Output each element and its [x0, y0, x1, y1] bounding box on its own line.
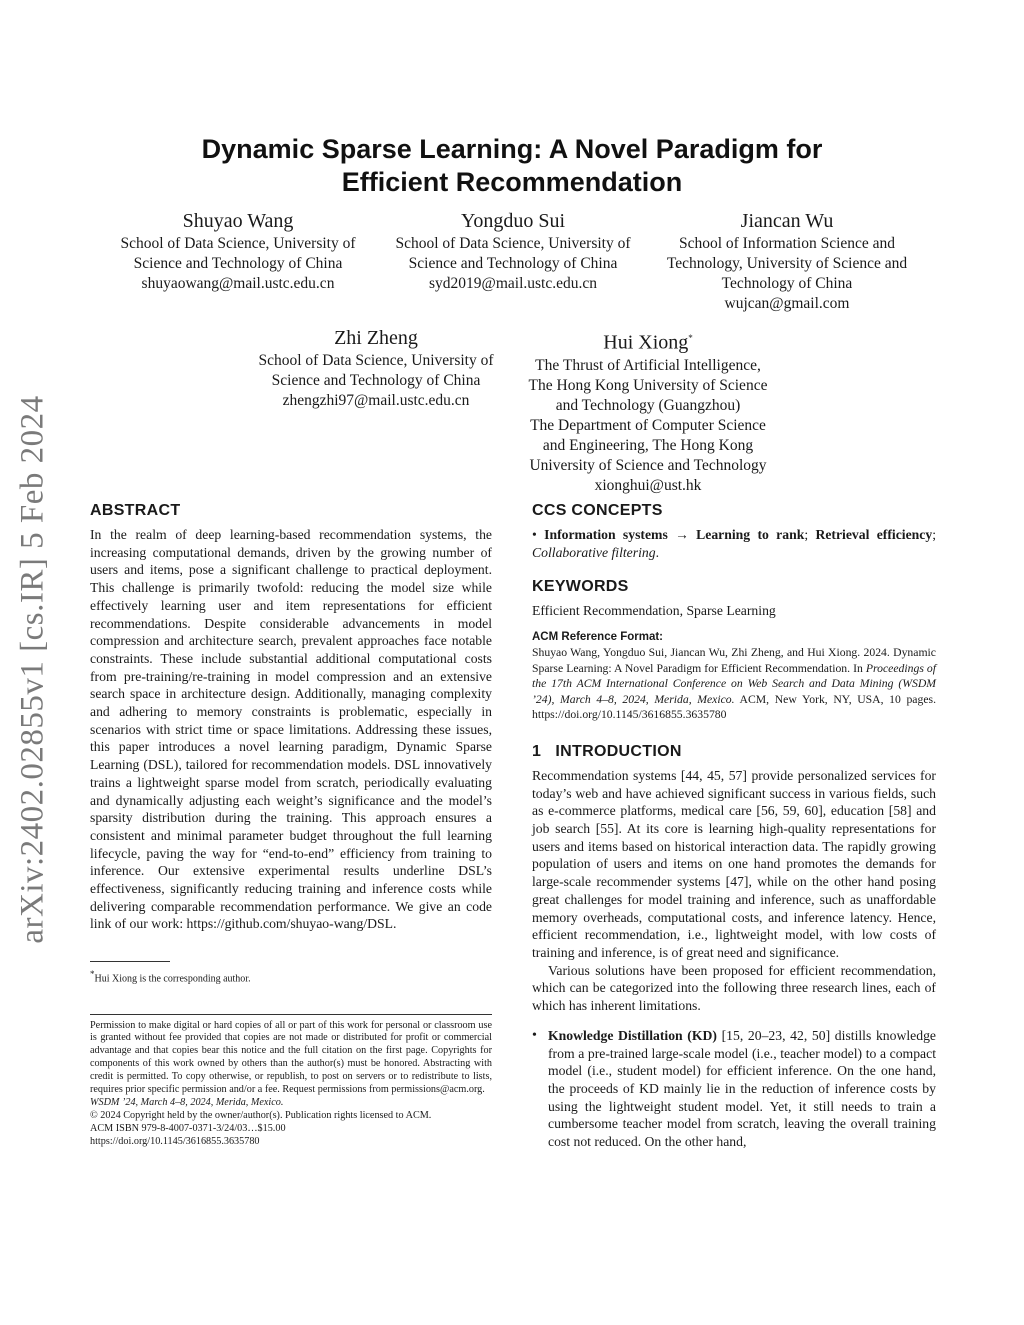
author-affiliation: Science and Technology of China [133, 255, 343, 272]
author-affiliation: The Hong Kong University of Science [528, 376, 768, 394]
venue-line: WSDM ’24, March 4–8, 2024, Merida, Mexico. [90, 1096, 284, 1108]
left-column [90, 500, 492, 1149]
keywords-heading: KEYWORDS [532, 578, 629, 595]
author-email: zhengzhi97@mail.ustc.edu.cn [282, 392, 470, 409]
ccs-item: Collaborative filtering [532, 545, 656, 560]
paper-title [100, 133, 924, 199]
ccs-bullet: • [532, 527, 537, 542]
author-name: Jiancan Wu [740, 210, 834, 232]
author-name: Yongduo Sui [460, 210, 566, 232]
author-affiliation: Technology of China [721, 275, 853, 292]
author-email: xionghui@ust.hk [594, 476, 702, 494]
author-affiliation: School of Data Science, University of [395, 235, 631, 252]
author-email: wujcan@gmail.com [724, 295, 850, 312]
author-block [372, 208, 654, 294]
introduction-paragraph: Various solutions have been proposed for efficient recommendation, which can be categorized into the following three research lines, each of which has inherent limitations. [532, 962, 936, 1014]
author-block [238, 325, 514, 411]
arxiv-stamp-text: arXiv:2402.02855v1 [cs.IR] 5 Feb 2024 [14, 394, 51, 944]
ccs-item: Learning to rank [696, 527, 805, 542]
author-affiliation: and Technology (Guangzhou) [555, 396, 741, 414]
author-name-text: Hui Xiong [603, 331, 689, 354]
title-line-2: Efficient Recommendation [341, 167, 683, 197]
abstract-heading: ABSTRACT [90, 502, 181, 519]
author-affiliation: Technology, University of Science and [666, 255, 908, 272]
permission-block [90, 1014, 492, 1149]
abstract-body [90, 526, 492, 933]
author-name: Shuyao Wang [182, 210, 294, 232]
author-email: shuyaowang@mail.ustc.edu.cn [141, 275, 335, 292]
introduction-heading: 1 INTRODUCTION [532, 742, 682, 760]
ccs-concepts [532, 526, 936, 562]
isbn-line: ACM ISBN 979-8-4007-0371-3/24/03…$15.00 [90, 1122, 286, 1134]
author-name: Zhi Zheng [334, 327, 418, 349]
right-column [532, 500, 936, 1151]
bullet-text: [15, 20–23, 42, 50] distills knowledge from a pre-trained large-scale model (i.e., teacher model) to a compact model (i.e., student model) for efficient inference. On the one hand, the proceeds of KD mainly lie in the reduction of inference costs by using the lightweight student model. Yet, it still needs to train a cumbersome teacher model from scratch, leaving the overall training cost not reduced. On the other hand, [548, 1027, 937, 1150]
title-line-1: Dynamic Sparse Learning: A Novel Paradigm for [201, 134, 823, 164]
footnote-text: Hui Xiong is the corresponding author. [94, 973, 251, 985]
ccs-heading: CCS CONCEPTS [532, 502, 663, 519]
corresponding-mark: * [688, 333, 693, 343]
author-affiliation: School of Data Science, University of [120, 235, 356, 252]
reference-format-heading: ACM Reference Format: [532, 631, 663, 643]
ccs-separator: ; [932, 527, 937, 542]
copyright-line: © 2024 Copyright held by the owner/author(s). Publication rights licensed to ACM. [90, 1109, 432, 1121]
reference-tail: ACM, New York, NY, USA, 10 pages. https://doi.org/10.1145/3616855.3635780 [532, 692, 936, 722]
ccs-item: Information systems [544, 527, 668, 542]
doi-link[interactable]: https://doi.org/10.1145/3616855.3635780 [90, 1135, 260, 1147]
reference-authors: Shuyao Wang, Yongduo Sui, Jiancan Wu, Zhi Zheng, and Hui Xiong. 2024. Dynamic Sparse Learning: A Novel Paradigm for Efficient Recommendation. In [532, 646, 936, 675]
list-item-text [548, 1027, 936, 1151]
ccs-arrow: → [675, 527, 689, 542]
author-name [510, 325, 786, 356]
author-affiliation: and Engineering, The Hong Kong [542, 436, 754, 454]
bullet-term: Knowledge Distillation (KD) [548, 1027, 717, 1043]
footnote-mark: * [90, 969, 95, 980]
ccs-separator: ; [804, 527, 809, 542]
permission-text: Permission to make digital or hard copies of all or part of this work for personal or classroom use is granted without fee provided that copies are not made or distributed for profit or commercial advantage and that copies bear this notice and the full citation on the first page. Copyrights for components of this work owned by others than the author(s) must be honored. Abstracting with credit is permitted. To copy otherwise, or republish, to post on servers or to redistribute to lists, requires prior specific permission and/or a fee. Request permissions from permissions@acm.org. [90, 1019, 492, 1096]
list-item [532, 1027, 936, 1151]
author-affiliation: The Department of Computer Science [530, 416, 766, 434]
ccs-item: Retrieval efficiency [815, 527, 933, 542]
footnote-rule [90, 961, 170, 962]
author-affiliation: School of Data Science, University of [258, 352, 494, 369]
author-block [96, 208, 380, 294]
author-block [646, 208, 928, 314]
reference-proceedings: Proceedings of the 17th ACM International Conference on Web Search and Data Mining (WSDM ’24), March 4–8, 2024, Merida, Mexico. [532, 661, 936, 706]
author-email: syd2019@mail.ustc.edu.cn [429, 275, 597, 292]
author-affiliation: University of Science and Technology [529, 456, 767, 474]
author-affiliation: Science and Technology of China [271, 372, 481, 389]
footnote [90, 968, 492, 985]
author-affiliation: The Thrust of Artificial Intelligence, [535, 356, 761, 374]
author-block [510, 325, 786, 496]
abstract-text: In the realm of deep learning-based recommendation systems, the increasing computational demands, driven by the growing number of users and items, pose a significant challenge to practical deployment. This challenge is primarily twofold: reducing the model size while effectively learning user and item representations for efficient recommendations. Despite considerable advancements in model compression and architecture search, prevalent approaches face notable constraints. These include substantial additional computational costs from pre-training/re-training in model compression and an extensive search space in architecture design. Additionally, managing complexity and adhering to memory constraints is problematic, especially in scenarios with strict time or space limitations. Addressing these issues, this paper introduces a novel learning paradigm, Dynamic Sparse Learning (DSL), tailored for recommendation models. DSL innovatively trains a lightweight sparse model from scratch, periodically evaluating and dynamically adjusting each weight’s significance and the model’s sparsity distribution during the training. This approach ensures a consistent and minimal parameter budget throughout the full learning lifecycle, paving the way for “end-to-end” efficiency from training to inference. Our extensive experimental results underline DSL’s effectiveness, significantly reducing training and inference costs while delivering comparable recommendation performance. We give an code link of our work: https://github.com/shuyao-wang/DSL. [90, 527, 492, 932]
author-affiliation: School of Information Science and [678, 235, 896, 252]
reference-format [532, 645, 936, 723]
introduction-paragraph: Recommendation systems [44, 45, 57] provide personalized services for today’s web and have achieved significant success in various fields, such as e-commerce platforms, medical care [56, 59, 60], education [58] and job search [55]. At its core is learning high-quality representations for users and items based on historical interaction data. The rapidly growing population of users and items on one hand promotes the demands for large-scale recommender systems [47], while on the other hand posing great challenges for model training and inference, such as unaffordable memory overheads, computational costs, and inference latency. Hence, efficient recommendation, i.e., lightweight model, with low costs of training and inference, is of great need and significance. [532, 767, 936, 960]
bullet-mark: • [532, 1027, 537, 1043]
author-affiliation: Science and Technology of China [408, 255, 618, 272]
ccs-end: . [655, 545, 659, 560]
keywords-text: Efficient Recommendation, Sparse Learning [532, 603, 776, 618]
arxiv-stamp [8, 374, 58, 964]
introduction-body [532, 767, 936, 1151]
